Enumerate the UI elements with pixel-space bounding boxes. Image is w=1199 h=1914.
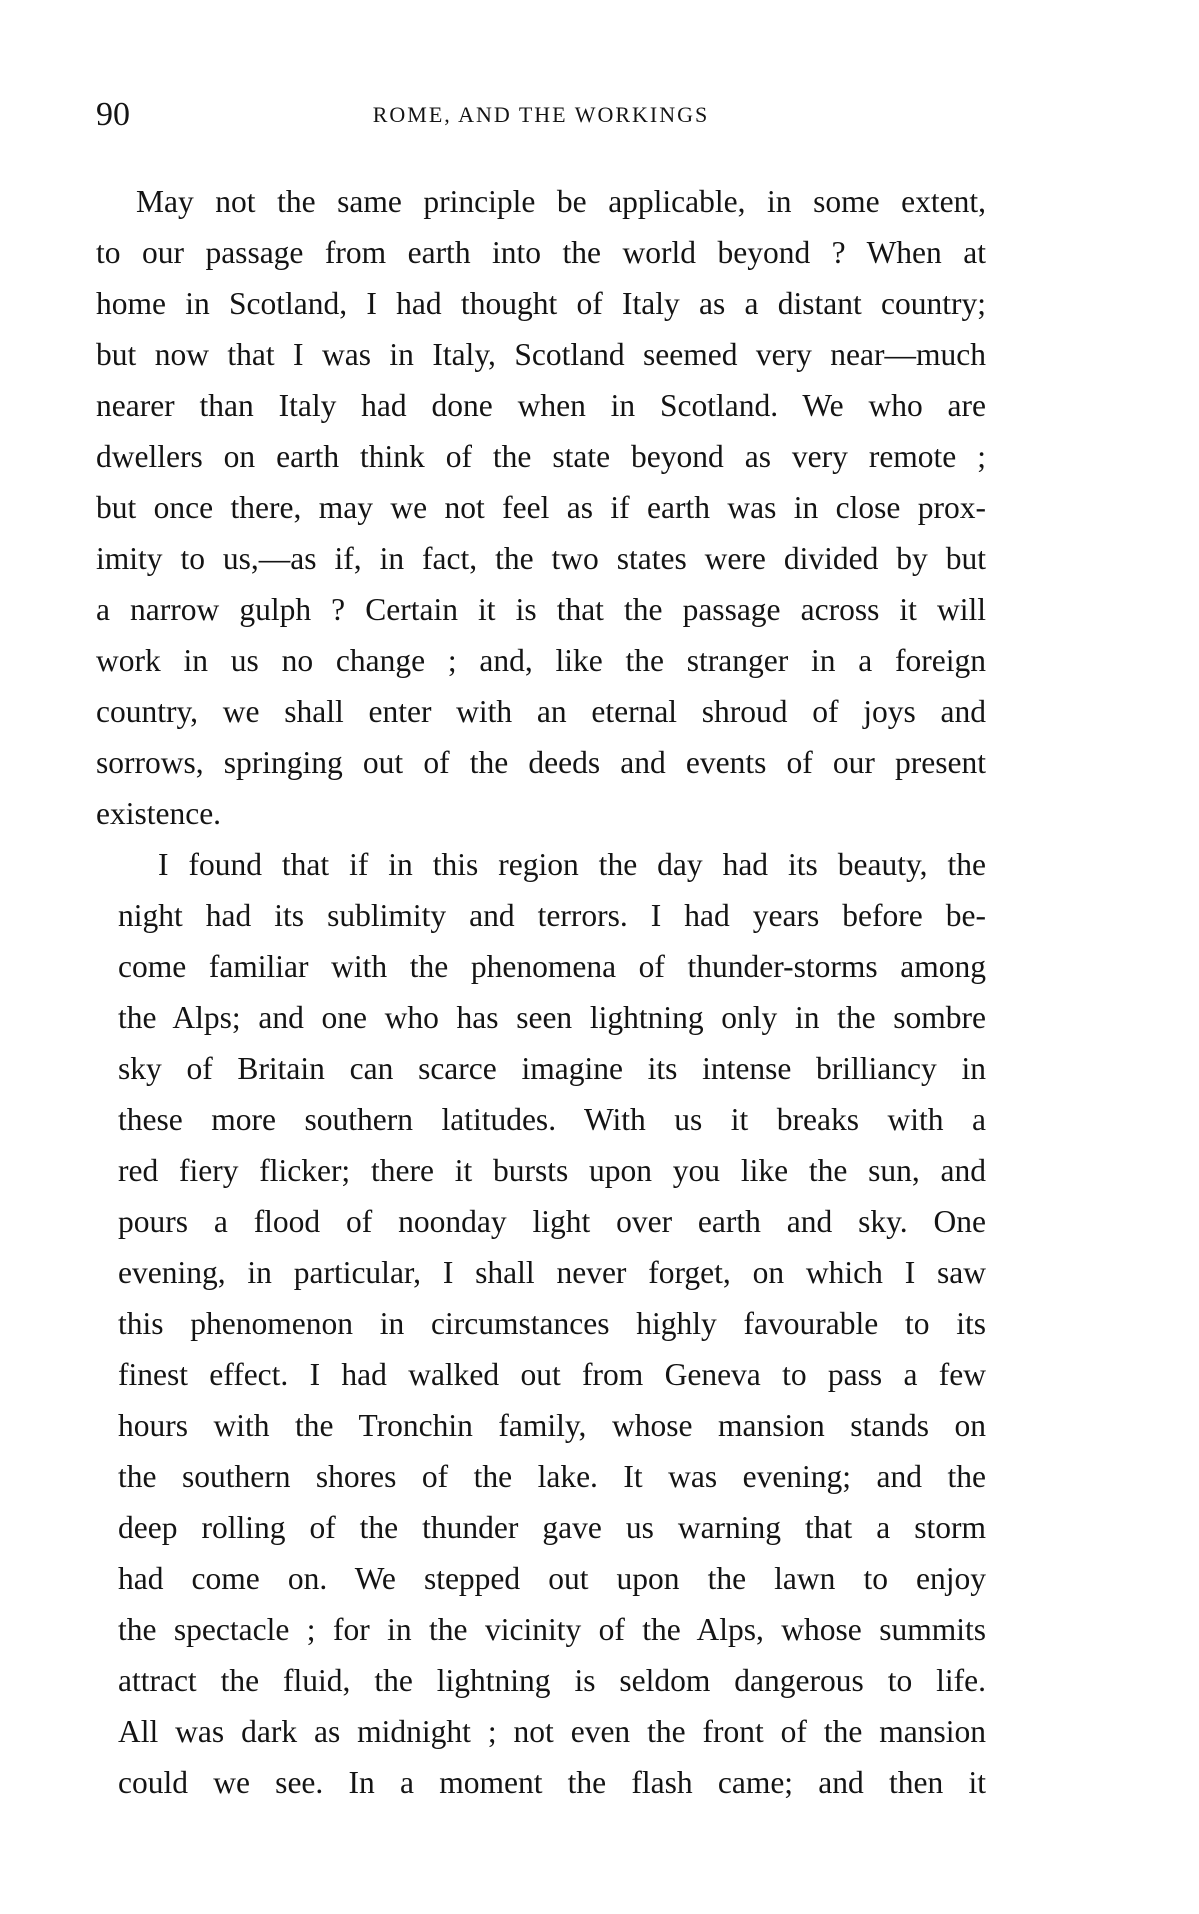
running-head [96, 95, 986, 135]
text-line: home in Scotland, I had thought of Italy as a distant country; [96, 286, 986, 321]
text-line: pours a flood of noonday light over earth and sky. One [118, 1204, 986, 1239]
text-line: deep rolling of the thunder gave us warning that a storm [118, 1510, 986, 1545]
text-line: I found that if in this region the day had its beauty, the [158, 847, 986, 882]
text-line: nearer than Italy had done when in Scotland. We who are [96, 388, 986, 423]
text-line: evening, in particular, I shall never forget, on which I saw [118, 1255, 986, 1290]
text-line: sky of Britain can scarce imagine its intense brilliancy in [118, 1051, 986, 1086]
text-line: but once there, may we not feel as if earth was in close prox- [96, 490, 986, 525]
text-line: come familiar with the phenomena of thunder-storms among [118, 949, 986, 984]
body-text [96, 176, 986, 1808]
text-line: May not the same principle be applicable, in some extent, [136, 184, 986, 219]
text-line: red fiery flicker; there it bursts upon you like the sun, and [118, 1153, 986, 1188]
text-line: finest effect. I had walked out from Geneva to pass a few [118, 1357, 986, 1392]
text-line: dwellers on earth think of the state beyond as very remote ; [96, 439, 986, 474]
text-line: this phenomenon in circumstances highly favourable to its [118, 1306, 986, 1341]
text-line: the Alps; and one who has seen lightning only in the sombre [118, 1000, 986, 1035]
text-line: could we see. In a moment the flash came; and then it [118, 1765, 986, 1800]
page-number: 90 [96, 96, 130, 133]
text-line: a narrow gulph ? Certain it is that the passage across it will [96, 592, 986, 627]
text-line: imity to us,—as if, in fact, the two states were divided by but [96, 541, 986, 576]
paragraph-1 [96, 176, 986, 839]
text-line: work in us no change ; and, like the stranger in a foreign [96, 643, 986, 678]
paragraph-2 [118, 839, 986, 1808]
text-line: existence. [96, 796, 222, 831]
text-line: to our passage from earth into the world beyond ? When at [96, 235, 986, 270]
text-line: hours with the Tronchin family, whose mansion stands on [118, 1408, 986, 1443]
text-line: All was dark as midnight ; not even the front of the mansion [118, 1714, 986, 1749]
text-line: the southern shores of the lake. It was evening; and the [118, 1459, 986, 1494]
running-title: ROME, AND THE WORKINGS [372, 102, 710, 127]
text-line: night had its sublimity and terrors. I had years before be- [118, 898, 986, 933]
text-line: country, we shall enter with an eternal shroud of joys and [96, 694, 986, 729]
text-line: the spectacle ; for in the vicinity of the Alps, whose summits [118, 1612, 986, 1647]
text-line: these more southern latitudes. With us it breaks with a [118, 1102, 986, 1137]
text-line: had come on. We stepped out upon the lawn to enjoy [118, 1561, 986, 1596]
text-line: sorrows, springing out of the deeds and events of our present [96, 745, 986, 780]
text-line: attract the fluid, the lightning is seldom dangerous to life. [118, 1663, 986, 1698]
text-line: but now that I was in Italy, Scotland seemed very near—much [96, 337, 986, 372]
